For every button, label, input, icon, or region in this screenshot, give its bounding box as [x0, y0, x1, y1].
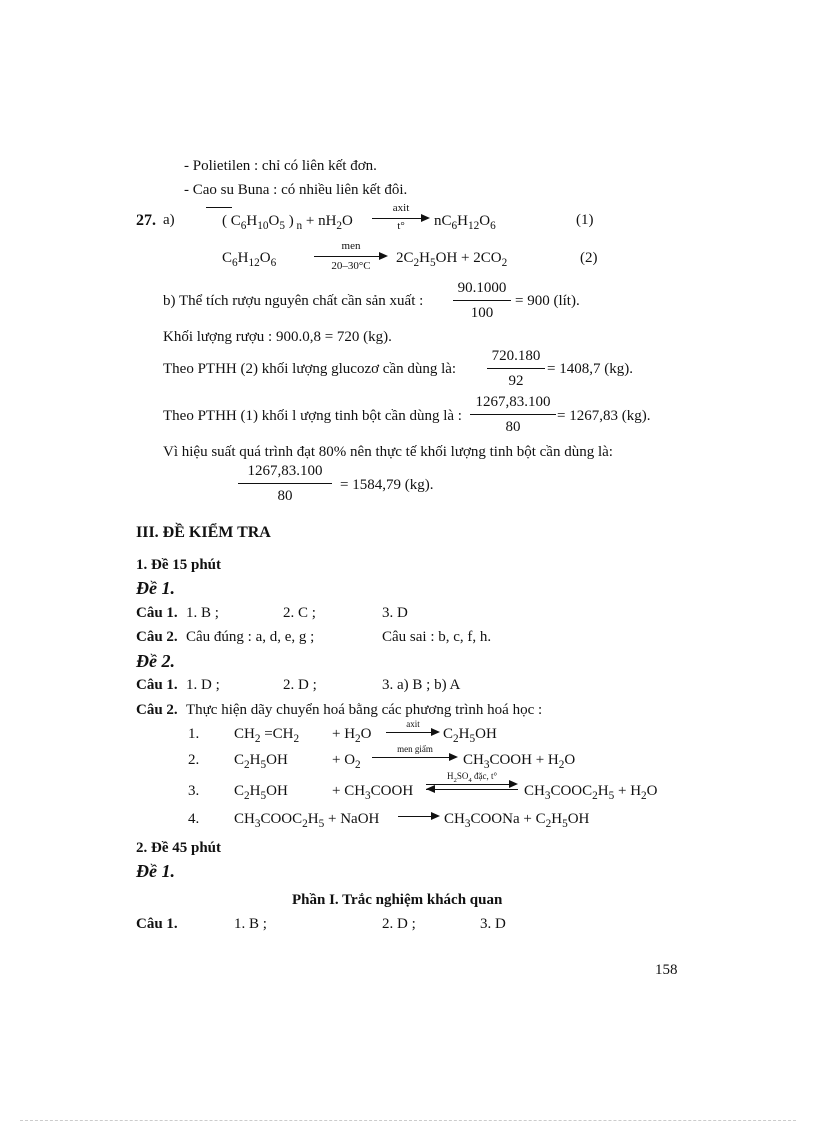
final-result: = 1584,79 (kg).	[340, 477, 434, 493]
de2-cau2-text: Thực hiện dãy chuyển hoá bằng các phương trình hoá học :	[186, 702, 543, 718]
de1-cau1-c: 3. D	[382, 605, 408, 621]
reaction-1-b: + $H_2O$	[332, 726, 372, 745]
reaction-4-a: $CH_3COOC_2H_5$ + NaOH	[234, 811, 380, 830]
eq2-tag: (2)	[580, 250, 598, 266]
eq2-cond-bottom: 20–30°C	[331, 260, 371, 272]
reaction-3-c: $CH_3COOC_2H_5 + H_2O$	[524, 783, 658, 802]
eq1-left: ( $C_6H_{10}O_5$ ) $_n + nH_2O$	[222, 213, 353, 232]
de2-cau1-b: 2. D ;	[283, 677, 317, 693]
fraction-glucose-den: 92	[508, 373, 524, 389]
fraction-volume	[453, 281, 511, 321]
eq1-right: $nC_6H_{12}O_6$	[434, 213, 496, 232]
part-b-text: b) Thể tích rượu nguyên chất cần sản xuất :	[163, 293, 424, 309]
eq1-cond-top: axit	[392, 202, 410, 214]
de1-cau1-label: Câu 1.	[136, 605, 178, 621]
reaction-2-cond: men giấm	[397, 744, 433, 754]
eq1-tag: (1)	[576, 212, 594, 228]
fraction-final-num: 1267,83.100	[247, 463, 323, 479]
fraction-starch-num: 1267,83.100	[475, 394, 551, 410]
eq2-left: $C_6H_{12}O_6$	[222, 250, 277, 269]
glucose-result: = 1408,7 (kg).	[547, 361, 633, 377]
eq2-cond-top: men	[341, 240, 361, 252]
page-bottom-divider	[20, 1120, 796, 1121]
de2-cau1-label: Câu 1.	[136, 677, 178, 693]
reaction-4-number: 4.	[188, 811, 200, 827]
reaction-2-b: + $O_2$	[332, 752, 361, 771]
bullet-cao-su: - Cao su Buna : có nhiều liên kết đôi.	[184, 182, 408, 198]
reaction-2-a: $C_2H_5OH$	[234, 752, 288, 771]
fraction-final-den: 80	[277, 488, 293, 504]
question-number: 27.	[136, 212, 156, 229]
reaction-3-a: $C_2H_5OH$	[234, 783, 288, 802]
de2-cau1-c: 3. a) B ; b) A	[382, 677, 461, 693]
p-cau1-a: 1. B ;	[234, 916, 267, 932]
glucose-text: Theo PTHH (2) khối lượng glucozơ cần dùng là:	[163, 361, 457, 377]
fraction-final	[238, 464, 332, 504]
reaction-1-a: $CH_2 =CH_2$	[234, 726, 300, 745]
fraction-starch-den: 80	[505, 419, 521, 435]
reaction-2-arrow	[372, 745, 458, 763]
fraction-glucose-num: 720.180	[491, 348, 541, 364]
bullet-polietilen: - Polietilen : chỉ có liên kết đơn.	[184, 158, 377, 174]
de1-cau2-wrong: Câu sai : b, c, f, h.	[382, 629, 492, 645]
fraction-starch	[470, 395, 556, 435]
de1-heading: Đề 1.	[136, 578, 175, 598]
p-cau1-b: 2. D ;	[382, 916, 416, 932]
de2-heading: Đề 2.	[136, 651, 175, 671]
de1-cau2-correct: Câu đúng : a, d, e, g ;	[186, 629, 315, 645]
reaction-3-cond: $H_2SO_4$ đặc, t°	[446, 771, 498, 784]
de1-cau1-b: 2. C ;	[283, 605, 316, 621]
fraction-glucose	[487, 349, 545, 389]
reaction-2-c: $CH_3COOH + H_2O$	[463, 752, 576, 771]
reaction-3-b: + $CH_3COOH$	[332, 783, 414, 802]
fraction-volume-num: 90.1000	[457, 280, 507, 296]
de2-cau1-a: 1. D ;	[186, 677, 220, 693]
reaction-1-c: $C_2H_5OH$	[443, 726, 497, 745]
reaction-3-reverse-line	[426, 789, 518, 790]
part-a-label: a)	[163, 212, 175, 228]
alcohol-mass: Khối lượng rượu : 900.0,8 = 720 (kg).	[163, 329, 392, 345]
eq2-arrow	[314, 241, 388, 273]
reaction-4-c: $CH_3COONa + C_2H_5OH$	[444, 811, 590, 830]
eq2-right: $2C_2H_5OH + 2CO_2$	[396, 250, 508, 269]
de45-de1-heading: Đề 1.	[136, 861, 175, 881]
de2-cau2-label: Câu 2.	[136, 702, 178, 718]
p-cau1-c: 3. D	[480, 916, 506, 932]
reaction-3-number: 3.	[188, 783, 200, 799]
eq1-overline	[206, 207, 232, 208]
reaction-3-arrow	[426, 772, 518, 796]
test-45-heading: 2. Đề 45 phút	[136, 840, 222, 856]
starch-result: = 1267,83 (kg).	[557, 408, 651, 424]
fraction-volume-den: 100	[470, 305, 494, 321]
reaction-1-arrow	[386, 720, 440, 738]
starch-text: Theo PTHH (1) khối l ượng tinh bột cần dùng là :	[163, 408, 462, 424]
de1-cau1-a: 1. B ;	[186, 605, 219, 621]
reaction-1-cond: axit	[406, 719, 420, 729]
page-number: 158	[655, 962, 678, 978]
p-cau1-label: Câu 1.	[136, 916, 178, 932]
section-heading: III. ĐỀ KIỂM TRA	[136, 524, 271, 541]
efficiency-text: Vì hiệu suất quá trình đạt 80% nên thực tế khối lượng tinh bột cần dùng là:	[163, 444, 613, 460]
reaction-2-number: 2.	[188, 752, 200, 768]
reaction-3-reverse-head	[426, 785, 435, 793]
eq1-arrow	[372, 203, 430, 233]
volume-result: = 900 (lít).	[515, 293, 580, 309]
reaction-4-arrow	[398, 807, 440, 821]
de1-cau2-label: Câu 2.	[136, 629, 178, 645]
eq1-cond-bottom: t°	[397, 220, 405, 232]
test-15-heading: 1. Đề 15 phút	[136, 557, 222, 573]
part-1-heading: Phần I. Trắc nghiệm khách quan	[292, 892, 503, 908]
reaction-1-number: 1.	[188, 726, 200, 742]
